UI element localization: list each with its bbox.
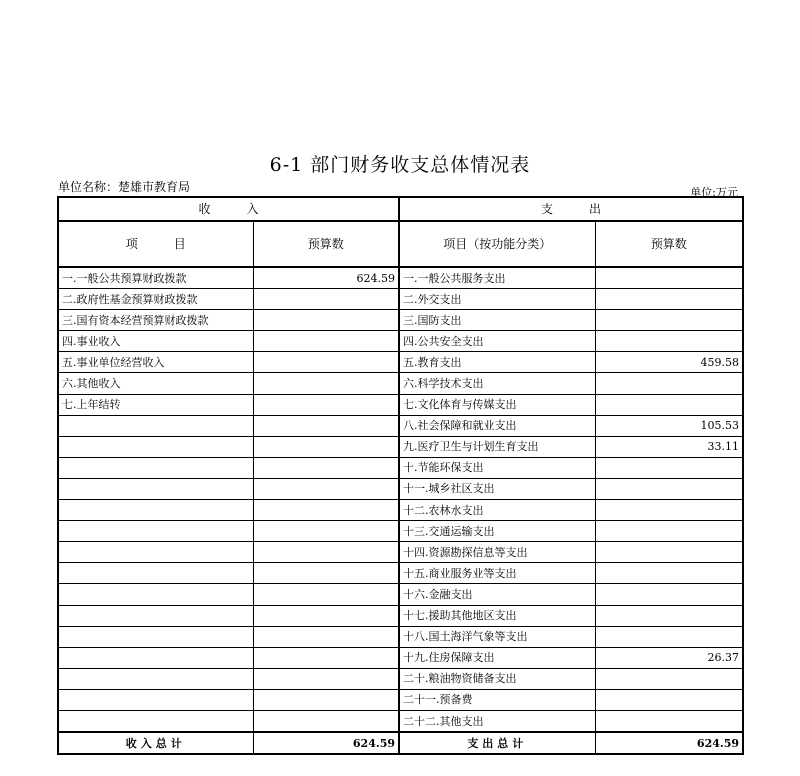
expense-item-cell: 十六.金融支出: [399, 584, 595, 605]
expense-item-cell: 二十一.预备费: [399, 689, 595, 710]
income-value-cell: [253, 310, 399, 331]
expense-item-cell: 十九.住房保障支出: [399, 647, 595, 668]
income-item-cell: [58, 710, 253, 732]
income-total-label: 收入总计: [58, 732, 253, 754]
income-value-cell: [253, 668, 399, 689]
header-row-groups: [58, 197, 743, 221]
expense-value-cell: [595, 331, 743, 352]
income-item-cell: 二.政府性基金预算财政拨款: [58, 289, 253, 310]
income-budget-header: 预算数: [253, 221, 399, 267]
table-row: [58, 373, 743, 394]
page-title: 6-1 部门财务收支总体情况表: [269, 154, 531, 176]
expense-value-cell: 33.11: [595, 436, 743, 457]
table-row: [58, 521, 743, 542]
table-row: [58, 500, 743, 521]
income-value-cell: [253, 584, 399, 605]
expense-item-cell: 十四.资源勘探信息等支出: [399, 542, 595, 563]
income-value-cell: [253, 289, 399, 310]
expense-value-cell: [595, 373, 743, 394]
unit-label: 单位:万元: [690, 186, 738, 199]
expense-item-cell: 二十二.其他支出: [399, 710, 595, 732]
income-item-cell: [58, 436, 253, 457]
header-row-columns: [58, 221, 743, 267]
expense-value-cell: [595, 500, 743, 521]
expense-item-cell: 五.教育支出: [399, 352, 595, 373]
expense-item-cell: 七.文化体育与传媒支出: [399, 394, 595, 415]
table-row: [58, 563, 743, 584]
expense-value-cell: [595, 289, 743, 310]
table-row: [58, 689, 743, 710]
expense-value-cell: [595, 267, 743, 289]
income-value-cell: [253, 373, 399, 394]
income-item-cell: [58, 415, 253, 436]
table-row: [58, 668, 743, 689]
expense-value-cell: [595, 605, 743, 626]
income-value-cell: [253, 689, 399, 710]
income-value-cell: 624.59: [253, 267, 399, 289]
expense-value-cell: [595, 394, 743, 415]
expense-value-cell: [595, 710, 743, 732]
expense-budget-header: 预算数: [595, 221, 743, 267]
table-row: [58, 626, 743, 647]
income-item-header: 项 目: [58, 221, 253, 267]
income-value-cell: [253, 521, 399, 542]
income-value-cell: [253, 331, 399, 352]
expense-value-cell: [595, 626, 743, 647]
expense-value-cell: [595, 668, 743, 689]
table-row: [58, 394, 743, 415]
expense-item-cell: 十二.农林水支出: [399, 500, 595, 521]
income-total-value: 624.59: [253, 732, 399, 754]
income-item-cell: [58, 647, 253, 668]
expense-value-cell: 459.58: [595, 352, 743, 373]
income-value-cell: [253, 647, 399, 668]
income-value-cell: [253, 626, 399, 647]
expense-value-cell: [595, 478, 743, 499]
expense-value-cell: [595, 521, 743, 542]
expense-group-header: 支 出: [399, 197, 743, 221]
income-item-cell: [58, 626, 253, 647]
income-item-cell: [58, 584, 253, 605]
expense-value-cell: [595, 584, 743, 605]
table-row: [58, 331, 743, 352]
expense-item-cell: 九.医疗卫生与计划生育支出: [399, 436, 595, 457]
expense-item-cell: 二.外交支出: [399, 289, 595, 310]
income-item-cell: [58, 605, 253, 626]
income-item-cell: [58, 563, 253, 584]
table-row: [58, 436, 743, 457]
expense-item-cell: 十五.商业服务业等支出: [399, 563, 595, 584]
expense-value-cell: [595, 310, 743, 331]
expense-value-cell: 105.53: [595, 415, 743, 436]
income-value-cell: [253, 605, 399, 626]
expense-item-cell: 四.公共安全支出: [399, 331, 595, 352]
income-item-cell: [58, 689, 253, 710]
table-row: [58, 457, 743, 478]
income-value-cell: [253, 478, 399, 499]
income-item-cell: 四.事业收入: [58, 331, 253, 352]
expense-item-cell: 二十.粮油物资储备支出: [399, 668, 595, 689]
expense-value-cell: [595, 689, 743, 710]
income-item-cell: [58, 478, 253, 499]
income-value-cell: [253, 436, 399, 457]
income-value-cell: [253, 500, 399, 521]
expense-value-cell: [595, 563, 743, 584]
expense-value-cell: 26.37: [595, 647, 743, 668]
income-value-cell: [253, 542, 399, 563]
table-row: [58, 415, 743, 436]
expense-item-cell: 三.国防支出: [399, 310, 595, 331]
table-row: [58, 605, 743, 626]
table-row: [58, 542, 743, 563]
income-value-cell: [253, 352, 399, 373]
income-item-cell: [58, 668, 253, 689]
expense-value-cell: [595, 542, 743, 563]
income-item-cell: 七.上年结转: [58, 394, 253, 415]
table-row: [58, 352, 743, 373]
table-row: [58, 289, 743, 310]
table-row: [58, 710, 743, 732]
income-item-cell: [58, 542, 253, 563]
income-value-cell: [253, 563, 399, 584]
income-value-cell: [253, 710, 399, 732]
expense-item-cell: 一.一般公共服务支出: [399, 267, 595, 289]
total-row: [58, 732, 743, 754]
income-item-cell: 五.事业单位经营收入: [58, 352, 253, 373]
income-value-cell: [253, 457, 399, 478]
expense-item-cell: 十三.交通运输支出: [399, 521, 595, 542]
table-row: [58, 267, 743, 289]
income-item-cell: 六.其他收入: [58, 373, 253, 394]
finance-table: [57, 196, 744, 755]
income-item-cell: [58, 521, 253, 542]
expense-item-cell: 十一.城乡社区支出: [399, 478, 595, 499]
expense-total-label: 支出总计: [399, 732, 595, 754]
table-row: [58, 584, 743, 605]
expense-item-cell: 八.社会保障和就业支出: [399, 415, 595, 436]
income-item-cell: 一.一般公共预算财政拨款: [58, 267, 253, 289]
income-value-cell: [253, 415, 399, 436]
table-row: [58, 478, 743, 499]
income-group-header: 收 入: [58, 197, 399, 221]
expense-item-cell: 六.科学技术支出: [399, 373, 595, 394]
income-item-cell: 三.国有资本经营预算财政拨款: [58, 310, 253, 331]
expense-value-cell: [595, 457, 743, 478]
expense-total-value: 624.59: [595, 732, 743, 754]
table-row: [58, 310, 743, 331]
income-value-cell: [253, 394, 399, 415]
expense-item-cell: 十七.援助其他地区支出: [399, 605, 595, 626]
expense-item-cell: 十八.国土海洋气象等支出: [399, 626, 595, 647]
unit-name-label: 单位名称：楚雄市教育局: [58, 180, 191, 194]
income-item-cell: [58, 500, 253, 521]
expense-item-header: 项目（按功能分类）: [399, 221, 595, 267]
table-row: [58, 647, 743, 668]
income-item-cell: [58, 457, 253, 478]
expense-item-cell: 十.节能环保支出: [399, 457, 595, 478]
